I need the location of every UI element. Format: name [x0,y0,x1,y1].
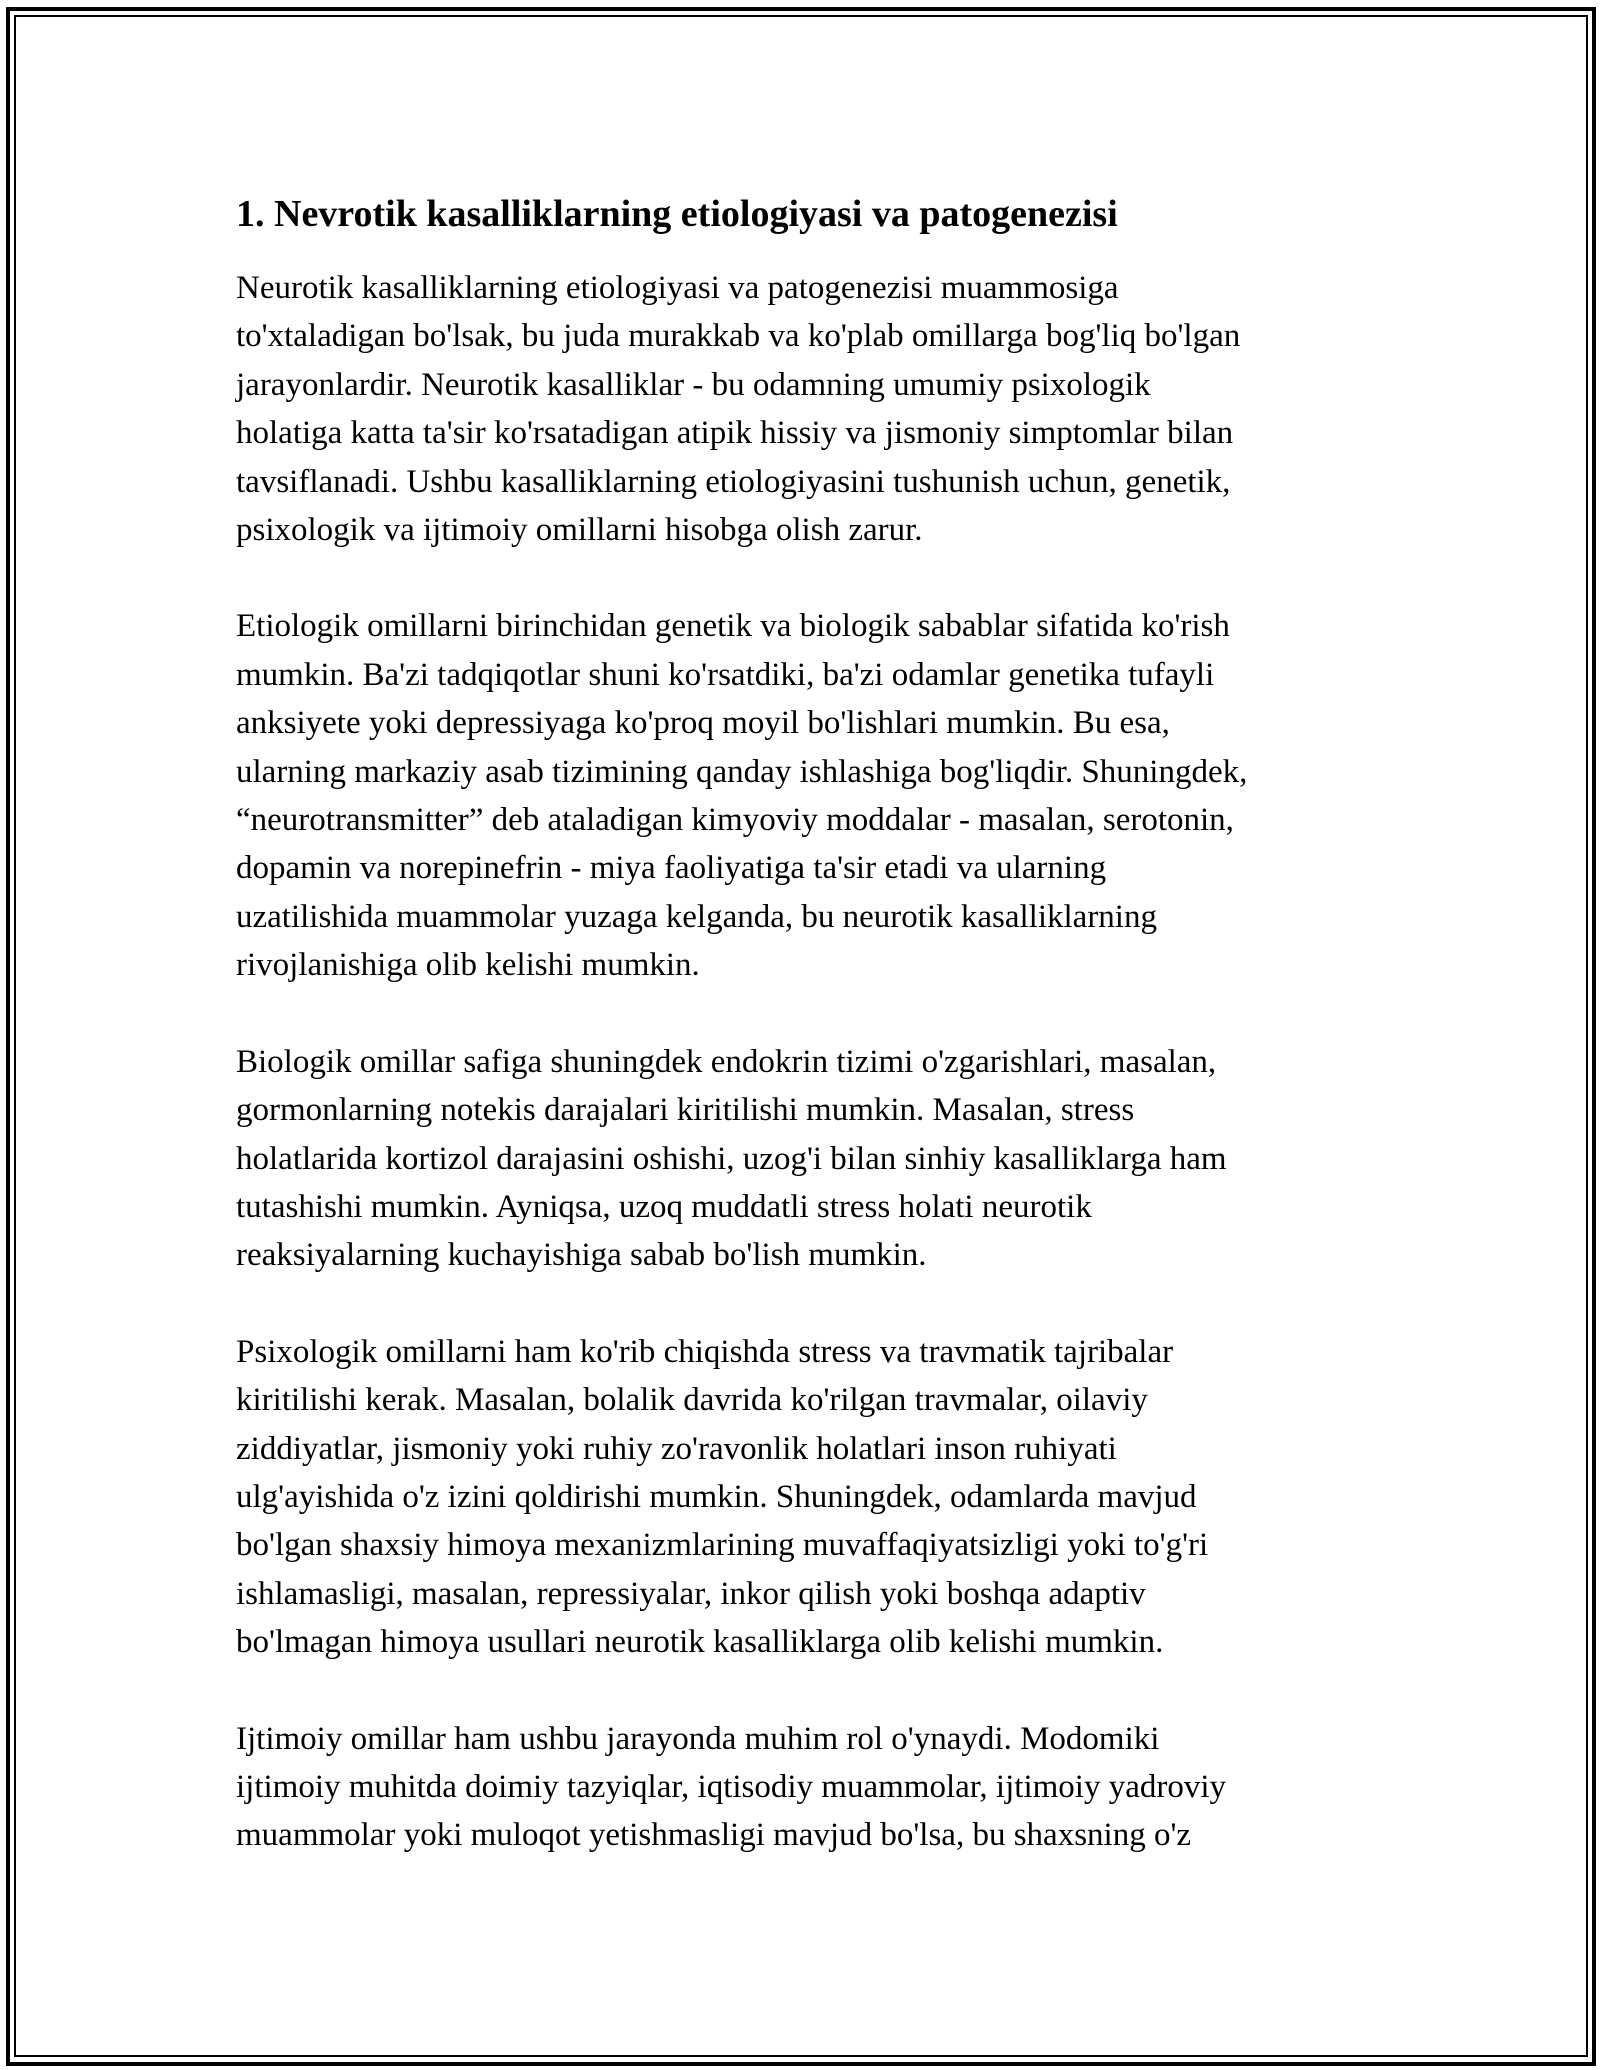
text-line: Psixologik omillarni ham ko'rib chiqishda stress va travmatik tajribalar [236,1333,1174,1370]
text-line: anksiyete yoki depressiyaga ko'proq moyil bo'lishlari mumkin. Bu esa, [236,705,1170,742]
paragraph-5 [236,1715,1386,1860]
text-line: uzatilishida muammolar yuzaga kelganda, bu neurotik kasalliklarning [236,898,1157,935]
text-line: rivojlanishiga olib kelishi mumkin. [236,947,700,984]
text-line: ishlamasligi, masalan, repressiyalar, inkor qilish yoki boshqa adaptiv [236,1575,1146,1612]
document-body [236,186,1386,1908]
text-line: tutashishi mumkin. Ayniqsa, uzoq muddatli stress holati neurotik [236,1188,1092,1225]
text-line: Etiologik omillarni birinchidan genetik va biologik sabablar sifatida ko'rish [236,608,1230,645]
text-line: bo'lmagan himoya usullari neurotik kasalliklarga olib kelishi mumkin. [236,1624,1164,1661]
text-line: bo'lgan shaxsiy himoya mexanizmlarining muvaffaqiyatsizligi yoki to'g'ri [236,1527,1209,1564]
text-line: holatlarida kortizol darajasini oshishi, uzog'i bilan sinhiy kasalliklarga ham [236,1140,1227,1177]
text-line: “neurotransmitter” deb ataladigan kimyoviy moddalar - masalan, serotonin, [236,802,1234,839]
text-line: to'xtaladigan bo'lsak, bu juda murakkab va ko'plab omillarga bog'liq bo'lgan [236,318,1241,355]
text-line: reaksiyalarning kuchayishiga sabab bo'lish mumkin. [236,1237,927,1274]
text-line: tavsiflanadi. Ushbu kasalliklarning etiologiyasini tushunish uchun, genetik, [236,463,1231,500]
text-line: psixologik va ijtimoiy omillarni hisobga olish zarur. [236,512,923,549]
text-line: ziddiyatlar, jismoniy yoki ruhiy zo'ravonlik holatlari inson ruhiyati [236,1430,1117,1467]
text-line: ulg'ayishida o'z izini qoldirishi mumkin. Shuningdek, odamlarda mavjud [236,1478,1197,1515]
text-line: jarayonlardir. Neurotik kasalliklar - bu odamning umumiy psixologik [236,366,1151,403]
text-line: holatiga katta ta'sir ko'rsatadigan atipik hissiy va jismoniy simptomlar bilan [236,415,1234,452]
paragraph-3 [236,1038,1386,1280]
text-line: Biologik omillar safiga shuningdek endokrin tizimi o'zgarishlari, masalan, [236,1043,1217,1080]
text-line: mumkin. Ba'zi tadqiqotlar shuni ko'rsatdiki, ba'zi odamlar genetika tufayli [236,656,1215,693]
paragraph-1 [236,264,1386,554]
text-line: ularning markaziy asab tizimining qanday ishlashiga bog'liqdir. Shuningdek, [236,753,1248,790]
text-line: ijtimoiy muhitda doimiy tazyiqlar, iqtisodiy muammolar, ijtimoiy yadroviy [236,1768,1226,1805]
text-line: muammolar yoki muloqot yetishmasligi mavjud bo'lsa, bu shaxsning o'z [236,1817,1192,1854]
text-line: gormonlarning notekis darajalari kiritilishi mumkin. Masalan, stress [236,1092,1135,1129]
text-line: kiritilishi kerak. Masalan, bolalik davrida ko'rilgan travmalar, oilaviy [236,1382,1148,1419]
text-line: Neurotik kasalliklarning etiologiyasi va patogenezisi muammosiga [236,270,1119,306]
text-line: Ijtimoiy omillar ham ushbu jarayonda muhim rol o'ynaydi. Modomiki [236,1720,1160,1757]
paragraph-4 [236,1328,1386,1667]
text-line: dopamin va norepinefrin - miya faoliyatiga ta'sir etadi va ularning [236,850,1107,887]
paragraph-2 [236,602,1386,989]
section-heading: 1. Nevrotik kasalliklarning etiologiyasi va patogenezisi [236,193,1118,235]
